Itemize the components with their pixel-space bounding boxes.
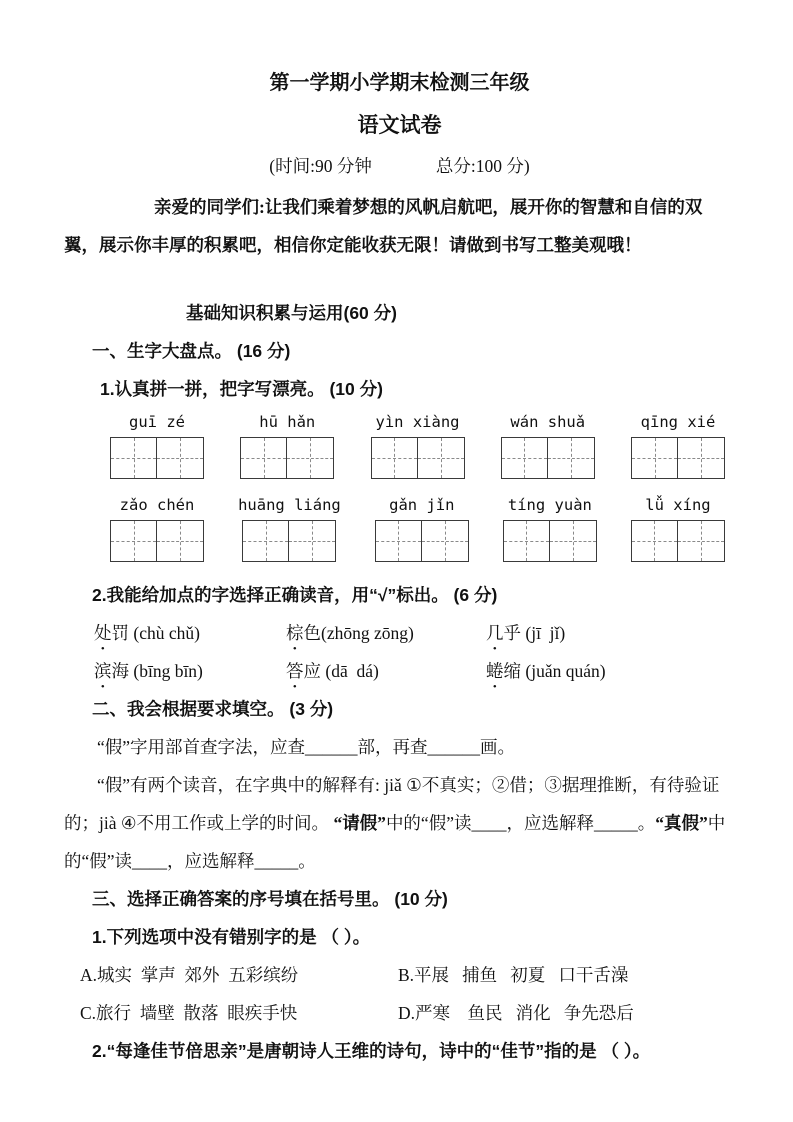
phonetic-item [486, 652, 606, 690]
writing-cell [110, 437, 157, 479]
pinyin-group [110, 410, 204, 479]
pinyin-label: hū hǎn [259, 413, 316, 431]
pinyin-label: gǎn jǐn [389, 496, 455, 514]
q2-text: “假”有两个读音，在字典中的解释有: jiǎ ①不真实；②借；③据理推断，有待验证的；jià ④不用工作或上学的时间。 [64, 775, 720, 833]
writing-cell [242, 520, 289, 562]
writing-cell [422, 520, 469, 562]
writing-cell [678, 437, 725, 479]
writing-cell [371, 437, 418, 479]
phonetic-item [94, 652, 286, 690]
q1-sub1: 1.认真拼一拼，把字写漂亮。 (10 分) [100, 379, 383, 399]
q2-text: 中的“假”读____，应选解释_____。 [64, 813, 726, 871]
phonetic-choices: 色(zhōng zōng) [303, 623, 414, 643]
dotted-char: 滨 [94, 661, 112, 681]
writing-cell [289, 520, 336, 562]
q2-text: 中的“假”读____，应选解释_____。 [385, 813, 656, 833]
phonetic-row-1 [94, 614, 735, 652]
writing-cell [503, 520, 550, 562]
pinyin-row-1 [110, 410, 725, 479]
q2-fill-line: “假”字用部首查字法，应查______部，再查______画。 [97, 737, 516, 757]
writing-cell [631, 437, 678, 479]
pinyin-label: huāng liáng [238, 496, 341, 514]
option-b: B.平展 捕鱼 初夏 口干舌澡 [398, 965, 629, 985]
intro-text: 亲爱的同学们:让我们乘着梦想的风帆启航吧，展开你的智慧和自信的双翼，展示你丰厚的积累吧，相信你定能收获无限！请做到书写工整美观哦！ [64, 197, 703, 255]
writing-cell [240, 437, 287, 479]
pinyin-group [631, 410, 725, 479]
section-heading-basics: 基础知识积累与运用(60 分) [186, 303, 397, 323]
writing-grid [375, 520, 469, 562]
phonetic-item [286, 614, 486, 652]
pinyin-label: zǎo chén [119, 496, 195, 514]
pinyin-label: qīng xié [640, 413, 716, 431]
pinyin-group [631, 493, 725, 562]
dotted-char: 蜷 [486, 661, 504, 681]
phonetic-choices: 应 (dā dá) [303, 661, 379, 681]
option-c: C.旅行 墙壁 散落 眼疾手快 [80, 1003, 298, 1023]
dotted-char: 处 [94, 623, 112, 643]
q3-question-1: 1.下列选项中没有错别字的是 （ ）。 [92, 927, 371, 947]
writing-grid [242, 520, 336, 562]
writing-grid [631, 520, 725, 562]
writing-cell [550, 520, 597, 562]
phonetic-choices: 海 (bīng bīn) [111, 661, 203, 681]
q2-heading: 二、我会根据要求填空。 (3 分) [92, 699, 334, 719]
options-row-ab [80, 956, 735, 994]
time-limit: (时间:90 分钟 [269, 156, 372, 176]
writing-grid [371, 437, 465, 479]
writing-grid [240, 437, 334, 479]
q1-heading: 一、生字大盘点。 (16 分) [92, 341, 291, 361]
dotted-char: 棕 [286, 623, 304, 643]
total-score: 总分:100 分) [435, 156, 530, 176]
pinyin-row-2 [110, 493, 725, 562]
writing-cell [501, 437, 548, 479]
paper-meta [64, 152, 735, 180]
q2-paragraph [64, 766, 735, 880]
pinyin-group [240, 410, 334, 479]
writing-grid [501, 437, 595, 479]
phonetic-item [486, 614, 565, 652]
q3-heading: 三、选择正确答案的序号填在括号里。 (10 分) [92, 889, 448, 909]
option-d: D.严寒 鱼民 消化 争先恐后 [398, 1003, 634, 1023]
writing-cell [375, 520, 422, 562]
paper-subtitle: 语文试卷 [357, 114, 442, 137]
pinyin-label: guī zé [129, 413, 185, 431]
pinyin-label: tíng yuàn [507, 496, 592, 514]
writing-cell [287, 437, 334, 479]
pinyin-label: lǚ xíng [645, 496, 711, 514]
writing-cell [548, 437, 595, 479]
pinyin-group [110, 493, 204, 562]
option-a: A.城实 掌声 郊外 五彩缤纷 [80, 965, 299, 985]
pinyin-group [375, 493, 469, 562]
paper-title: 第一学期小学期末检测三年级 [269, 72, 530, 94]
phonetic-choices: 乎 (jī jǐ) [503, 623, 566, 643]
pinyin-label: wán shuǎ [510, 413, 586, 431]
q1-sub2: 2.我能给加点的字选择正确读音，用“√”标出。 (6 分) [92, 585, 498, 605]
pinyin-group [501, 410, 595, 479]
writing-grid [110, 520, 204, 562]
writing-grid [110, 437, 204, 479]
pinyin-group [503, 493, 597, 562]
pinyin-group [238, 493, 341, 562]
phonetic-item [94, 614, 286, 652]
dotted-char: 答 [286, 661, 304, 681]
q3-question-2: 2.“每逢佳节倍思亲”是唐朝诗人王维的诗句，诗中的“佳节”指的是 （ ）。 [92, 1041, 651, 1061]
writing-cell [678, 520, 725, 562]
writing-grid [631, 437, 725, 479]
phonetic-item [286, 652, 486, 690]
dotted-char: 几 [486, 623, 504, 643]
pinyin-group [371, 410, 465, 479]
q2-bold-qingjia: “请假” [333, 813, 386, 833]
phonetic-choices: 罚 (chù chǔ) [111, 623, 200, 643]
pinyin-label: yìn xiàng [375, 413, 460, 431]
writing-cell [157, 520, 204, 562]
phonetic-row-2 [94, 652, 735, 690]
writing-cell [418, 437, 465, 479]
phonetic-choices: 缩 (juǎn quán) [503, 661, 606, 681]
writing-cell [157, 437, 204, 479]
options-row-cd [80, 994, 735, 1032]
writing-cell [631, 520, 678, 562]
q2-bold-zhenjia: “真假” [655, 813, 708, 833]
writing-grid [503, 520, 597, 562]
writing-cell [110, 520, 157, 562]
